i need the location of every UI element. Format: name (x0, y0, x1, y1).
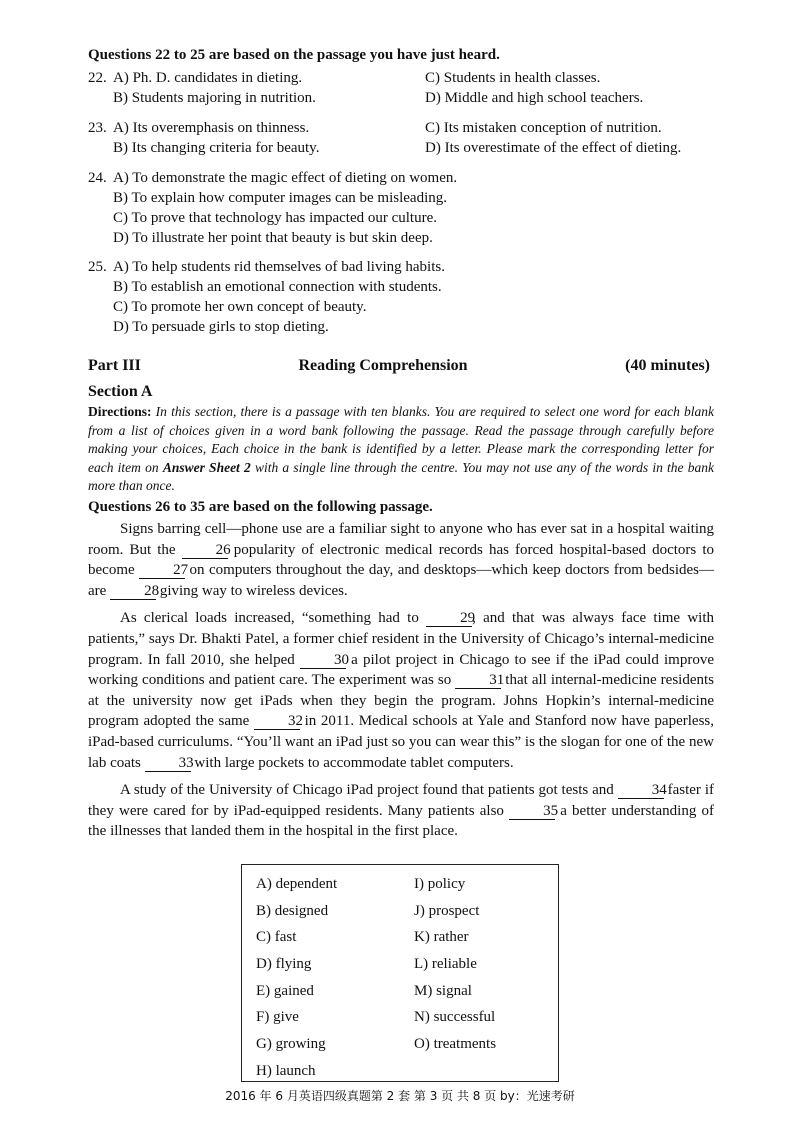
blank-34: 34 (618, 782, 664, 799)
question-number: 23. (88, 120, 107, 136)
blank-30: 30 (300, 652, 346, 669)
listening-questions-heading: Questions 22 to 25 are based on the passage you have just heard. (88, 47, 500, 63)
question-23 (88, 118, 728, 158)
question-22 (88, 68, 728, 108)
question-row (88, 88, 728, 108)
word-bank-right-column (414, 871, 496, 1058)
blank-28: 28 (110, 583, 156, 600)
blank-32: 32 (254, 713, 300, 730)
reading-questions-heading: Questions 26 to 35 are based on the following passage. (88, 499, 433, 515)
word-bank-item: H) launch (256, 1062, 316, 1079)
question-25 (88, 257, 728, 337)
blank-35: 35 (509, 803, 555, 820)
blank-31: 31 (455, 672, 501, 689)
word-bank-item: E) gained (256, 982, 314, 999)
option-b: B) Its changing criteria for beauty. (113, 140, 320, 156)
option-d: D) To persuade girls to stop dieting. (113, 319, 329, 335)
word-bank-item: J) prospect (414, 902, 480, 919)
word-bank-item: A) dependent (256, 876, 338, 892)
word-bank (241, 864, 559, 1082)
passage-paragraph-1 (88, 519, 714, 601)
option-c: C) To promote her own concept of beauty. (113, 299, 367, 315)
part-label: Part III (88, 357, 141, 374)
question-number: 24. (88, 170, 107, 186)
word-bank-item: L) reliable (414, 956, 477, 973)
passage-text: giving way to wireless devices. (156, 582, 348, 599)
word-bank-item: O) treatments (414, 1036, 497, 1053)
word-bank-item: N) successful (414, 1009, 496, 1026)
part-time: (40 minutes) (625, 357, 710, 374)
option-d: D) Its overestimate of the effect of dieting. (425, 140, 682, 156)
word-bank-item: I) policy (414, 876, 466, 892)
word-bank-item: F) give (256, 1009, 299, 1026)
passage-text: faster if they were cared for by iPad-equipped residents. Many patients also (88, 782, 714, 819)
blank-29: 29 (426, 610, 472, 627)
option-a: A) To help students rid themselves of bad living habits. (113, 259, 445, 275)
passage-text: a better understanding of the illnesses that landed them in the hospital in the first place. (88, 802, 715, 840)
question-row (88, 118, 728, 138)
word-bank-item: M) signal (414, 982, 472, 999)
directions-text: In this section, there is a passage with ten blanks. You are required to select one word for each blank from a list of choices given in a word bank following the passage. Read the passage through carefully before making your choices, Each choice in the bank is identified by a letter. Please mark the corresponding letter for each item on (88, 404, 714, 475)
passage-text: that all internal-medicine residents at the university now get iPads when they begin the program. Johns Hopkin’s internal-medicine program adopted the same (88, 672, 715, 730)
option-b: B) To establish an emotional connection with students. (113, 279, 442, 295)
option-b: B) Students majoring in nutrition. (113, 90, 316, 106)
question-number: 25. (88, 259, 107, 275)
passage-paragraph-3 (88, 780, 714, 842)
word-bank-item: C) fast (256, 929, 297, 946)
passage-text: on computers throughout the day, and desktops—which keep doctors from bedsides—are (88, 562, 714, 599)
passage-text: a pilot project in Chicago to see if the iPad could improve working conditions and patient care. The experiment was so (88, 651, 714, 689)
page-footer: 2016 年 6 月英语四级真题第 2 套 第 3 页 共 8 页 by：光速考研 (225, 1089, 575, 1103)
blank-33: 33 (145, 755, 191, 772)
word-bank-item: K) rather (414, 929, 469, 946)
passage-text: with large pockets to accommodate tablet computers. (190, 754, 514, 771)
word-bank-left-column (256, 871, 337, 1085)
blank-26: 26 (182, 542, 228, 559)
blank-27: 27 (139, 562, 185, 579)
answer-sheet-label: Answer Sheet 2 (162, 459, 251, 475)
passage-text: As clerical loads increased, “something had to (120, 610, 427, 627)
reading-passage (88, 519, 714, 849)
word-bank-item: G) growing (256, 1036, 326, 1053)
passage-paragraph-2 (88, 608, 714, 773)
question-row (88, 68, 728, 88)
passage-text: in 2011. Medical schools at Yale and Stanford now have paperless, iPad-based curriculums. “You’ll want an iPad just so you can wear this” is the slogan for one of the new lab coats (88, 713, 714, 771)
directions-text-end: with a single line through the centre. You may not use any of the words in the bank more than once. (88, 459, 714, 493)
question-row (88, 138, 728, 158)
passage-text: A study of the University of Chicago iPad project found that patients got tests and (120, 782, 618, 799)
option-a: A) Its overemphasis on thinness. (113, 120, 310, 136)
option-a: A) Ph. D. candidates in dieting. (113, 70, 303, 86)
option-c: C) Its mistaken conception of nutrition. (425, 120, 662, 136)
word-bank-item: D) flying (256, 956, 312, 973)
section-label: Section A (88, 383, 153, 400)
option-c: C) To prove that technology has impacted our culture. (113, 210, 438, 226)
passage-text: popularity of electronic medical records has forced hospital-based doctors to become (88, 541, 714, 579)
part-header (88, 357, 710, 375)
option-b: B) To explain how computer images can be misleading. (113, 190, 448, 206)
option-a: A) To demonstrate the magic effect of dieting on women. (113, 170, 458, 186)
passage-text: Signs barring cell—phone use are a familiar sight to anyone who has ever sat in a hospital waiting room. But the (88, 521, 714, 558)
option-d: D) To illustrate her point that beauty is but skin deep. (113, 230, 433, 246)
directions-label: Directions: (88, 404, 152, 419)
option-d: D) Middle and high school teachers. (425, 90, 644, 106)
question-number: 22. (88, 70, 107, 86)
part-title: Reading Comprehension (298, 357, 468, 374)
directions (88, 403, 714, 496)
passage-text: , and that was always face time with patients,” says Dr. Bhakti Patel, a former chief resident in the University of Chicago’s internal-medicine program. In fall 2010, she helped (88, 610, 714, 668)
word-bank-item: B) designed (256, 902, 329, 919)
option-c: C) Students in health classes. (425, 70, 601, 86)
question-24 (88, 168, 728, 248)
